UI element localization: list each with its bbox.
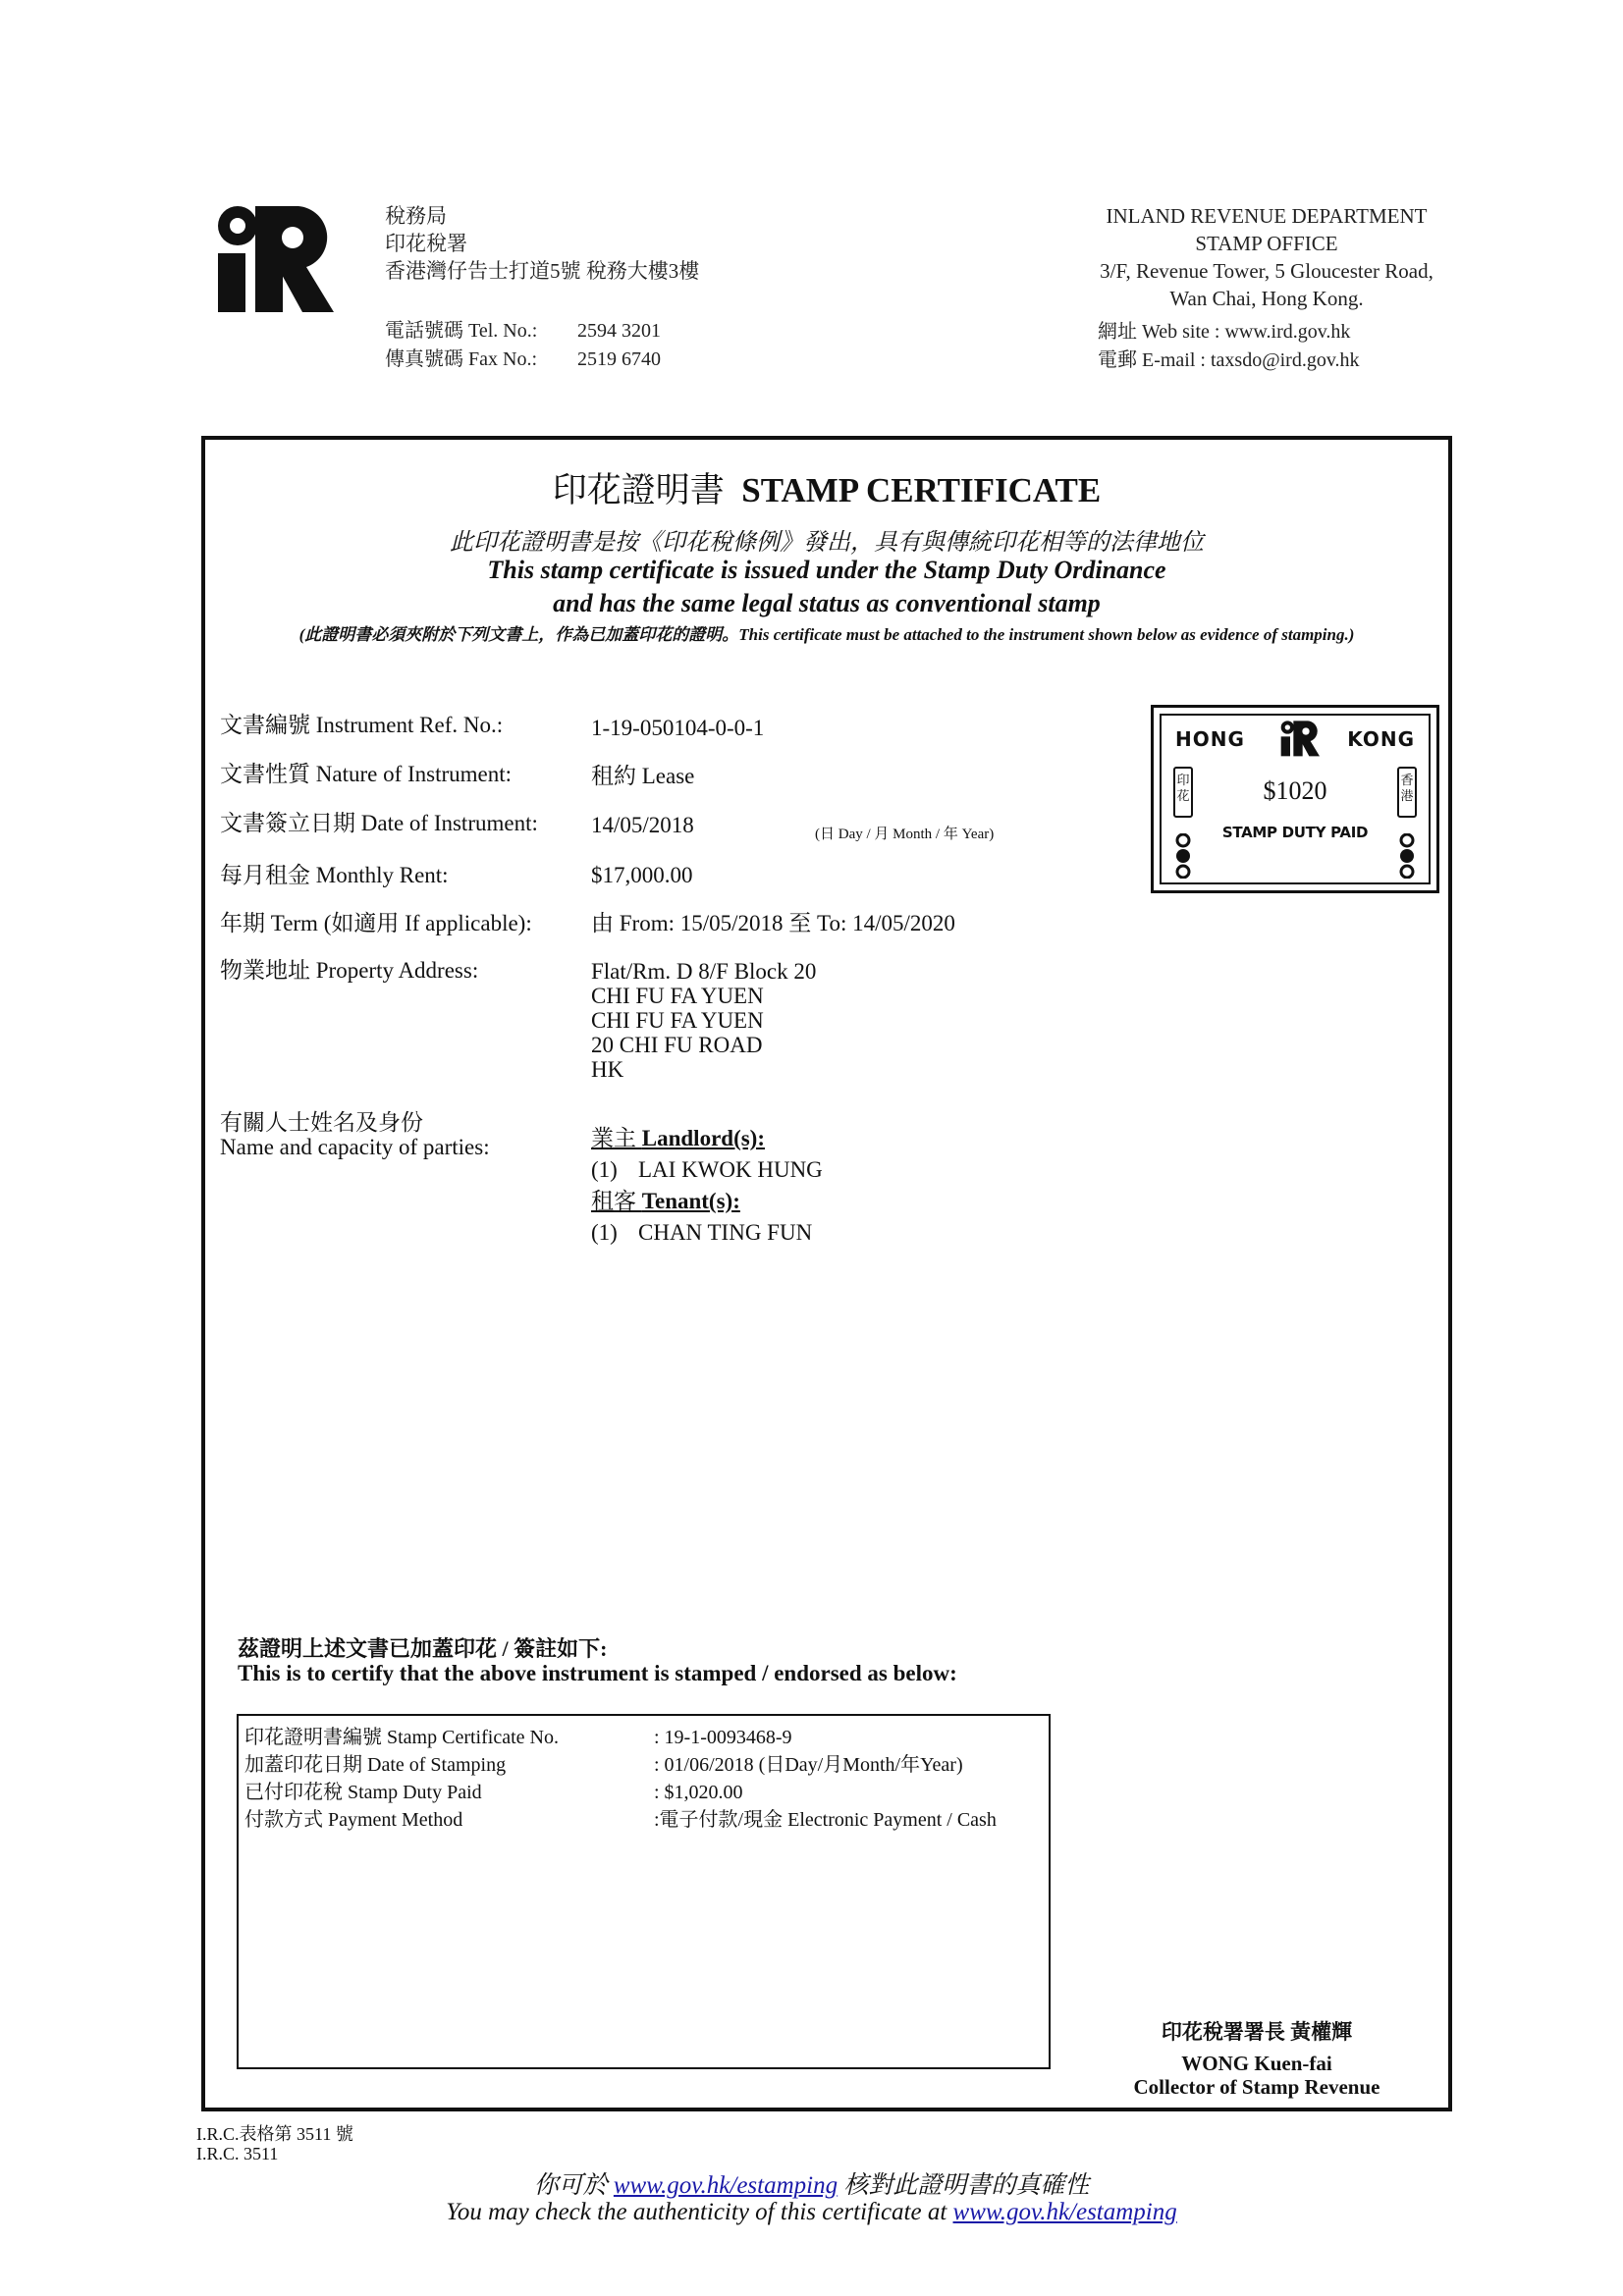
subtitle-en-1: This stamp certificate is issued under the Stamp Duty Ordinance bbox=[487, 556, 1166, 584]
subtitle-en-2: and has the same legal status as conventional stamp bbox=[553, 589, 1101, 617]
header-cn-line: 稅務局 bbox=[385, 204, 447, 228]
header-contact bbox=[385, 317, 661, 374]
web-value[interactable]: www.ird.gov.hk bbox=[1224, 321, 1351, 343]
tenant-heading-en: Tenant(s): bbox=[641, 1189, 740, 1213]
endorsement-labels bbox=[244, 1724, 559, 1834]
ref-value: 1-19-050104-0-0-1 bbox=[591, 716, 765, 740]
stamp-duty-paid-stamp bbox=[1151, 705, 1439, 893]
landlord-heading-cn: 業主 bbox=[591, 1126, 636, 1150]
collector-cn: 印花稅署署長 黃權輝 bbox=[1161, 2020, 1353, 2044]
stamp-ird-logo-icon bbox=[1277, 718, 1321, 757]
term-label: 年期 Term (如適用 If applicable): bbox=[220, 911, 532, 935]
ird-logo bbox=[208, 196, 336, 314]
landlord-entry bbox=[591, 1154, 823, 1186]
address-label: 物業地址 Property Address: bbox=[220, 958, 479, 983]
landlord-name: LAI KWOK HUNG bbox=[638, 1157, 823, 1182]
date-value: 14/05/2018 bbox=[591, 813, 694, 837]
header-en-line: STAMP OFFICE bbox=[1195, 232, 1338, 255]
payment-method-value: :電子付款/現金 Electronic Payment / Cash bbox=[654, 1809, 997, 1831]
stamp-seal-right: 香港 bbox=[1397, 767, 1417, 818]
stamp-ornament-icon bbox=[1172, 833, 1194, 879]
header-english-address bbox=[1021, 202, 1512, 312]
stamp-seal-left: 印花 bbox=[1173, 767, 1193, 818]
header-web-email bbox=[1098, 318, 1360, 375]
stamp-right-text: KONG bbox=[1347, 727, 1415, 751]
header-en-line: Wan Chai, Hong Kong. bbox=[1169, 287, 1364, 310]
stamp-paid-label: STAMP DUTY PAID bbox=[1221, 824, 1369, 841]
address-line: Flat/Rm. D 8/F Block 20 bbox=[591, 959, 817, 984]
tenant-heading-cn: 租客 bbox=[591, 1189, 636, 1213]
collector-title: Collector of Stamp Revenue bbox=[1133, 2075, 1380, 2099]
property-address bbox=[591, 959, 816, 1082]
fax-value: 2519 6740 bbox=[577, 348, 661, 370]
certificate-title bbox=[201, 463, 1452, 512]
title-en: STAMP CERTIFICATE bbox=[741, 471, 1102, 509]
payment-method-label: 付款方式 Payment Method bbox=[244, 1809, 463, 1831]
nature-label: 文書性質 Nature of Instrument: bbox=[220, 762, 513, 786]
address-line: CHI FU FA YUEN bbox=[591, 1008, 764, 1033]
term-value: 由 From: 15/05/2018 至 To: 14/05/2020 bbox=[591, 911, 955, 935]
landlord-heading-en: Landlord(s): bbox=[641, 1126, 765, 1150]
parties-label-en: Name and capacity of parties: bbox=[220, 1135, 490, 1159]
tenant-index: (1) bbox=[591, 1220, 618, 1245]
tel-label: 電話號碼 Tel. No.: bbox=[385, 320, 538, 342]
tenant-entry bbox=[591, 1217, 823, 1249]
parties-list bbox=[591, 1123, 823, 1249]
duty-paid-value: : $1,020.00 bbox=[654, 1782, 743, 1803]
header-en-line: 3/F, Revenue Tower, 5 Gloucester Road, bbox=[1100, 259, 1434, 283]
endorsement-values bbox=[654, 1724, 997, 1834]
certify-statement-cn: 茲證明上述文書已加蓋印花 / 簽註如下: bbox=[238, 1636, 608, 1661]
tenant-heading bbox=[591, 1186, 823, 1217]
cert-no-label: 印花證明書編號 Stamp Certificate No. bbox=[244, 1727, 559, 1748]
title-cn: 印花證明書 bbox=[552, 471, 725, 509]
header-cn-line: 香港灣仔告士打道5號 稅務大樓3樓 bbox=[385, 259, 700, 283]
footer-cn-post: 核對此證明書的真確性 bbox=[838, 2172, 1090, 2199]
form-number-en: I.R.C. 3511 bbox=[196, 2144, 279, 2163]
footer-cn-pre: 你可於 bbox=[533, 2172, 614, 2199]
stamp-date-label: 加蓋印花日期 Date of Stamping bbox=[244, 1754, 507, 1776]
estamping-link-cn[interactable]: www.gov.hk/estamping bbox=[613, 2172, 839, 2199]
rent-value: $17,000.00 bbox=[591, 863, 693, 887]
header-cn-line: 印花稅署 bbox=[385, 232, 467, 255]
footer-en-pre: You may check the authenticity of this certificate at bbox=[446, 2199, 953, 2225]
stamp-left-text: HONG bbox=[1175, 727, 1245, 751]
stamp-ornament-icon bbox=[1396, 833, 1418, 879]
stamp-inner-border bbox=[1160, 714, 1431, 884]
landlord-index: (1) bbox=[591, 1157, 618, 1182]
form-number-cn: I.R.C.表格第 3511 號 bbox=[196, 2124, 353, 2144]
date-label: 文書簽立日期 Date of Instrument: bbox=[220, 811, 538, 835]
address-line: CHI FU FA YUEN bbox=[591, 984, 764, 1008]
email-label: 電郵 E-mail : bbox=[1098, 349, 1206, 371]
collector-name: WONG Kuen-fai bbox=[1181, 2052, 1332, 2075]
address-line: HK bbox=[591, 1057, 624, 1082]
estamping-link-en[interactable]: www.gov.hk/estamping bbox=[952, 2199, 1177, 2225]
footer-verify-cn bbox=[0, 2165, 1623, 2201]
parties-label-cn: 有關人士姓名及身份 bbox=[220, 1110, 423, 1135]
date-format-hint: (日 Day / 月 Month / 年 Year) bbox=[815, 827, 995, 842]
web-label: 網址 Web site : bbox=[1098, 321, 1220, 343]
address-line: 20 CHI FU ROAD bbox=[591, 1033, 763, 1057]
duty-paid-label: 已付印花稅 Stamp Duty Paid bbox=[244, 1782, 482, 1803]
fax-label: 傳真號碼 Fax No.: bbox=[385, 348, 537, 370]
header-chinese-address bbox=[385, 202, 699, 285]
parties-label bbox=[220, 1110, 490, 1159]
ref-label: 文書編號 Instrument Ref. No.: bbox=[220, 713, 504, 737]
tel-value: 2594 3201 bbox=[577, 320, 661, 342]
certify-statement-en: This is to certify that the above instrument is stamped / endorsed as below: bbox=[238, 1661, 957, 1685]
subtitle-cn: 此印花證明書是按《印花稅條例》發出，具有與傳統印花相等的法律地位 bbox=[450, 530, 1204, 556]
cert-no-value: : 19-1-0093468-9 bbox=[654, 1727, 792, 1748]
attachment-note: (此證明書必須夾附於下列文書上，作為已加蓋印花的證明。This certificate must be attached to the instrument shown below as evidence of stamping.) bbox=[298, 625, 1355, 644]
landlord-heading bbox=[591, 1123, 823, 1154]
stamp-amount: $1020 bbox=[1263, 776, 1327, 805]
tenant-name: CHAN TING FUN bbox=[638, 1220, 813, 1245]
footer-verify-en bbox=[0, 2199, 1623, 2226]
stamp-date-value: : 01/06/2018 (日Day/月Month/年Year) bbox=[654, 1754, 963, 1776]
email-value[interactable]: taxsdo@ird.gov.hk bbox=[1210, 349, 1360, 371]
header-en-line: INLAND REVENUE DEPARTMENT bbox=[1106, 204, 1428, 228]
nature-value: 租約 Lease bbox=[591, 764, 695, 788]
rent-label: 每月租金 Monthly Rent: bbox=[220, 863, 449, 887]
